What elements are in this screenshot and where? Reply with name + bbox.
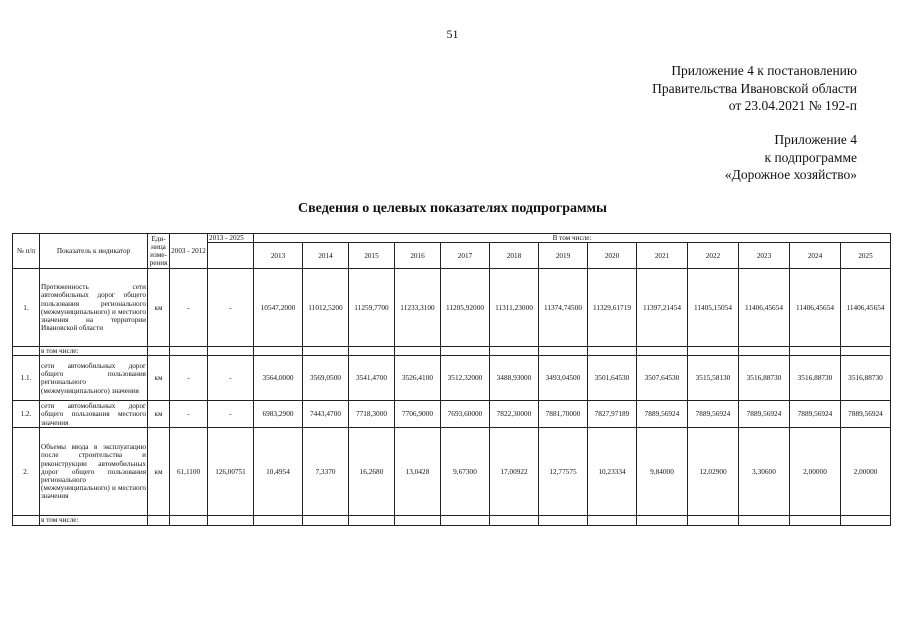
subheading-blank <box>395 516 441 525</box>
row-value: 9,84000 <box>637 428 688 516</box>
row-value: 2,00000 <box>790 428 841 516</box>
row-value: 3515,58130 <box>688 356 739 401</box>
row-value: 11259,7700 <box>349 269 395 347</box>
header-year: 2018 <box>490 243 539 269</box>
subheading-num-blank <box>13 516 40 525</box>
row-value: 7706,9000 <box>395 401 441 428</box>
header-year: 2019 <box>539 243 588 269</box>
row-period: - <box>170 401 208 428</box>
appendix-subprogram-block <box>725 131 857 184</box>
subheading-blank <box>790 516 841 525</box>
row-value: 11406,45654 <box>739 269 790 347</box>
row-value: 3493,04500 <box>539 356 588 401</box>
row-value: 3516,88730 <box>841 356 891 401</box>
row-value: 16,2680 <box>349 428 395 516</box>
row-value: 10,23334 <box>588 428 637 516</box>
header-year: 2021 <box>637 243 688 269</box>
appendix-resolution-block <box>652 62 857 115</box>
row-unit: км <box>148 269 170 347</box>
subheading-blank <box>841 516 891 525</box>
header-year: 2023 <box>739 243 790 269</box>
table-row <box>13 356 891 401</box>
subheading-blank <box>170 347 208 356</box>
subheading-blank <box>254 347 303 356</box>
subheading-blank <box>637 516 688 525</box>
row-value: 6983,2900 <box>254 401 303 428</box>
header-including: В том числе: <box>254 234 891 243</box>
document-title: Сведения о целевых показателях подпрограммы <box>298 201 607 216</box>
row-value: 3569,0500 <box>303 356 349 401</box>
row-subheading: в том числе: <box>40 347 148 356</box>
row-value: 7443,4700 <box>303 401 349 428</box>
row-indicator: Протяженность сети автомобильных дорог общего пользования регионального (межмуниципального) и местного значения на территории Ивановской области <box>40 269 148 347</box>
subheading-blank <box>588 516 637 525</box>
row-value: 12,02900 <box>688 428 739 516</box>
header-year: 2015 <box>349 243 395 269</box>
subheading-blank <box>637 347 688 356</box>
row-value: 11397,21454 <box>637 269 688 347</box>
row-value: 3541,4700 <box>349 356 395 401</box>
row-period: - <box>170 356 208 401</box>
row-indicator: сети автомобильных дорог общего пользования регионального (межмуниципального) значения <box>40 356 148 401</box>
row-value: 11406,45654 <box>841 269 891 347</box>
row-value: 10547,2000 <box>254 269 303 347</box>
table-row <box>13 269 891 347</box>
table-row <box>13 401 891 428</box>
appendix-subprogram-line3: «Дорожное хозяйство» <box>724 167 857 182</box>
row-value: 11406,45654 <box>790 269 841 347</box>
row-value: 13,0428 <box>395 428 441 516</box>
row-value: 11205,92000 <box>441 269 490 347</box>
row-subheading: в том числе: <box>40 516 148 525</box>
table-body <box>13 269 891 525</box>
header-year: 2016 <box>395 243 441 269</box>
row-value: 7889,56924 <box>739 401 790 428</box>
header-year: 2017 <box>441 243 490 269</box>
header-year: 2020 <box>588 243 637 269</box>
row-value: 7822,30000 <box>490 401 539 428</box>
subheading-blank <box>441 516 490 525</box>
row-unit: км <box>148 356 170 401</box>
subheading-blank <box>739 347 790 356</box>
table-header <box>13 234 891 269</box>
header-year: 2025 <box>841 243 891 269</box>
row-value: 11311,23000 <box>490 269 539 347</box>
subheading-blank <box>790 347 841 356</box>
table-subheading-row <box>13 347 891 356</box>
appendix-resolution-line3: от 23.04.2021 № 192-п <box>728 98 857 113</box>
row-num: 1.2. <box>13 401 40 428</box>
subheading-blank <box>688 347 739 356</box>
row-value: 7889,56924 <box>790 401 841 428</box>
header-range-blank <box>208 243 254 269</box>
row-value: 3,30600 <box>739 428 790 516</box>
subheading-blank <box>395 347 441 356</box>
subheading-blank <box>170 516 208 525</box>
subheading-blank <box>303 516 349 525</box>
page-number: 51 <box>446 27 459 41</box>
row-indicator: сети автомобильных дорог общего пользования местного значения <box>41 402 146 427</box>
row-indicator: Объемы ввода в эксплуатацию после строительства и реконструкции автомобильных дорог общего пользования регионального (межмуниципального) и местного значения <box>40 428 148 516</box>
header-year: 2024 <box>790 243 841 269</box>
row-value: 7693,60000 <box>441 401 490 428</box>
subheading-blank <box>539 516 588 525</box>
row-value: 3512,32000 <box>441 356 490 401</box>
subheading-blank <box>148 347 170 356</box>
row-value: 3516,88730 <box>790 356 841 401</box>
row-range: 126,00751 <box>208 428 254 516</box>
row-range: - <box>208 401 254 428</box>
subheading-blank <box>349 516 395 525</box>
row-num: 1.1. <box>13 356 40 401</box>
row-value: 9,67300 <box>441 428 490 516</box>
row-value: 7889,56924 <box>688 401 739 428</box>
subheading-blank <box>303 347 349 356</box>
row-value: 3564,0000 <box>254 356 303 401</box>
subheading-blank <box>539 347 588 356</box>
subheading-blank <box>148 516 170 525</box>
subheading-blank <box>739 516 790 525</box>
row-num: 2. <box>13 428 40 516</box>
row-value: 7889,56924 <box>637 401 688 428</box>
header-indicator: Показатель к индикатор <box>40 234 148 269</box>
subheading-blank <box>441 347 490 356</box>
row-num: 1. <box>13 269 40 347</box>
row-value: 7718,3000 <box>349 401 395 428</box>
appendix-resolution-line1: Приложение 4 к постановлению <box>671 63 857 78</box>
row-value: 3526,4100 <box>395 356 441 401</box>
row-value: 7827,97189 <box>588 401 637 428</box>
row-period: - <box>170 269 208 347</box>
subheading-blank <box>208 516 254 525</box>
indicators-table <box>12 233 891 526</box>
header-year: 2014 <box>303 243 349 269</box>
row-value: 11405,15054 <box>688 269 739 347</box>
subheading-blank <box>254 516 303 525</box>
appendix-resolution-line2: Правительства Ивановской области <box>652 80 857 96</box>
row-value: 12,77575 <box>539 428 588 516</box>
appendix-subprogram-line2: к подпрограмме <box>764 149 857 165</box>
subheading-blank <box>349 347 395 356</box>
header-num: № п/п <box>13 234 40 269</box>
row-value: 11329,61719 <box>588 269 637 347</box>
row-value: 11233,3100 <box>395 269 441 347</box>
row-value: 17,00922 <box>490 428 539 516</box>
subheading-blank <box>208 347 254 356</box>
subheading-blank <box>490 347 539 356</box>
subheading-num-blank <box>13 347 40 356</box>
row-value: 3507,64530 <box>637 356 688 401</box>
row-value: 11012,5200 <box>303 269 349 347</box>
row-value: 7881,70000 <box>539 401 588 428</box>
subheading-blank <box>688 516 739 525</box>
table-subheading-row <box>13 516 891 525</box>
row-range: - <box>208 356 254 401</box>
table-row <box>13 428 891 516</box>
header-range: 2013 - 2025 <box>208 234 254 243</box>
header-period: 2003 - 2012 <box>170 234 208 269</box>
row-value: 3488,93000 <box>490 356 539 401</box>
row-range: - <box>208 269 254 347</box>
row-value: 7,3370 <box>303 428 349 516</box>
row-value: 3501,64530 <box>588 356 637 401</box>
subheading-blank <box>841 347 891 356</box>
row-value: 3516,88730 <box>739 356 790 401</box>
row-value: 11374,74500 <box>539 269 588 347</box>
row-unit: км <box>148 428 170 516</box>
appendix-subprogram-line1: Приложение 4 <box>774 132 857 147</box>
header-year: 2022 <box>688 243 739 269</box>
row-value: 7889,56924 <box>841 401 891 428</box>
header-year: 2013 <box>254 243 303 269</box>
row-value: 2,00000 <box>841 428 891 516</box>
header-unit: Еди-ница изме-рения <box>148 234 170 269</box>
subheading-blank <box>588 347 637 356</box>
row-period: 61,1100 <box>170 428 208 516</box>
row-value: 10,4954 <box>254 428 303 516</box>
subheading-blank <box>490 516 539 525</box>
row-unit: км <box>148 401 170 428</box>
